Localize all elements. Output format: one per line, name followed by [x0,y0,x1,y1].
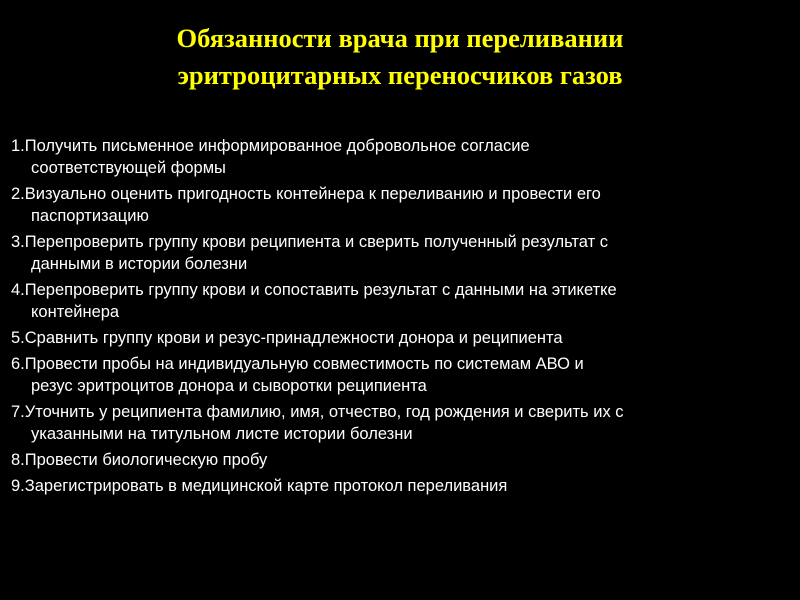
duties-list [11,135,786,501]
duty-item-3-continuation: данными в истории болезни [31,255,248,273]
slide-title-line-1: Обязанности врача при переливании [176,23,624,53]
duty-item-1-continuation: соответствующей формы [31,159,226,177]
duty-item-7-continuation: указанными на титульном листе истории болезни [31,425,413,443]
duty-item-2-continuation: паспортизацию [31,207,149,225]
duty-item-6-text: 6.Провести пробы на индивидуальную совместимость по системам АВО и [11,355,584,373]
duty-item-3-text: 3.Перепроверить группу крови реципиента и сверить полученный результат с [11,233,609,251]
duty-item-4-continuation: контейнера [31,303,120,321]
duty-item-8-text: 8.Провести биологическую пробу [11,451,268,469]
duty-item-9 [11,475,786,497]
duty-item-2 [11,183,786,227]
duty-item-7-text: 7.Уточнить у реципиента фамилию, имя, отчество, год рождения и сверить их с [11,403,624,421]
duty-item-1-text: 1.Получить письменное информированное добровольное согласие [11,137,530,155]
duty-item-5 [11,327,786,349]
duty-item-4-text: 4.Перепроверить группу крови и сопоставить результат с данными на этикетке [11,281,617,299]
slide-title [40,20,760,94]
duty-item-6 [11,353,786,397]
duty-item-1 [11,135,786,179]
duty-item-8 [11,449,786,471]
duty-item-4 [11,279,786,323]
duty-item-6-continuation: резус эритроцитов донора и сыворотки реципиента [31,377,427,395]
duty-item-2-text: 2.Визуально оценить пригодность контейнера к переливанию и провести его [11,185,601,203]
duty-item-7 [11,401,786,445]
duty-item-3 [11,231,786,275]
slide-title-line-2: эритроцитарных переносчиков газов [177,60,623,90]
duty-item-9-text: 9.Зарегистрировать в медицинской карте протокол переливания [11,477,508,495]
duty-item-5-text: 5.Сравнить группу крови и резус-принадлежности донора и реципиента [11,329,563,347]
